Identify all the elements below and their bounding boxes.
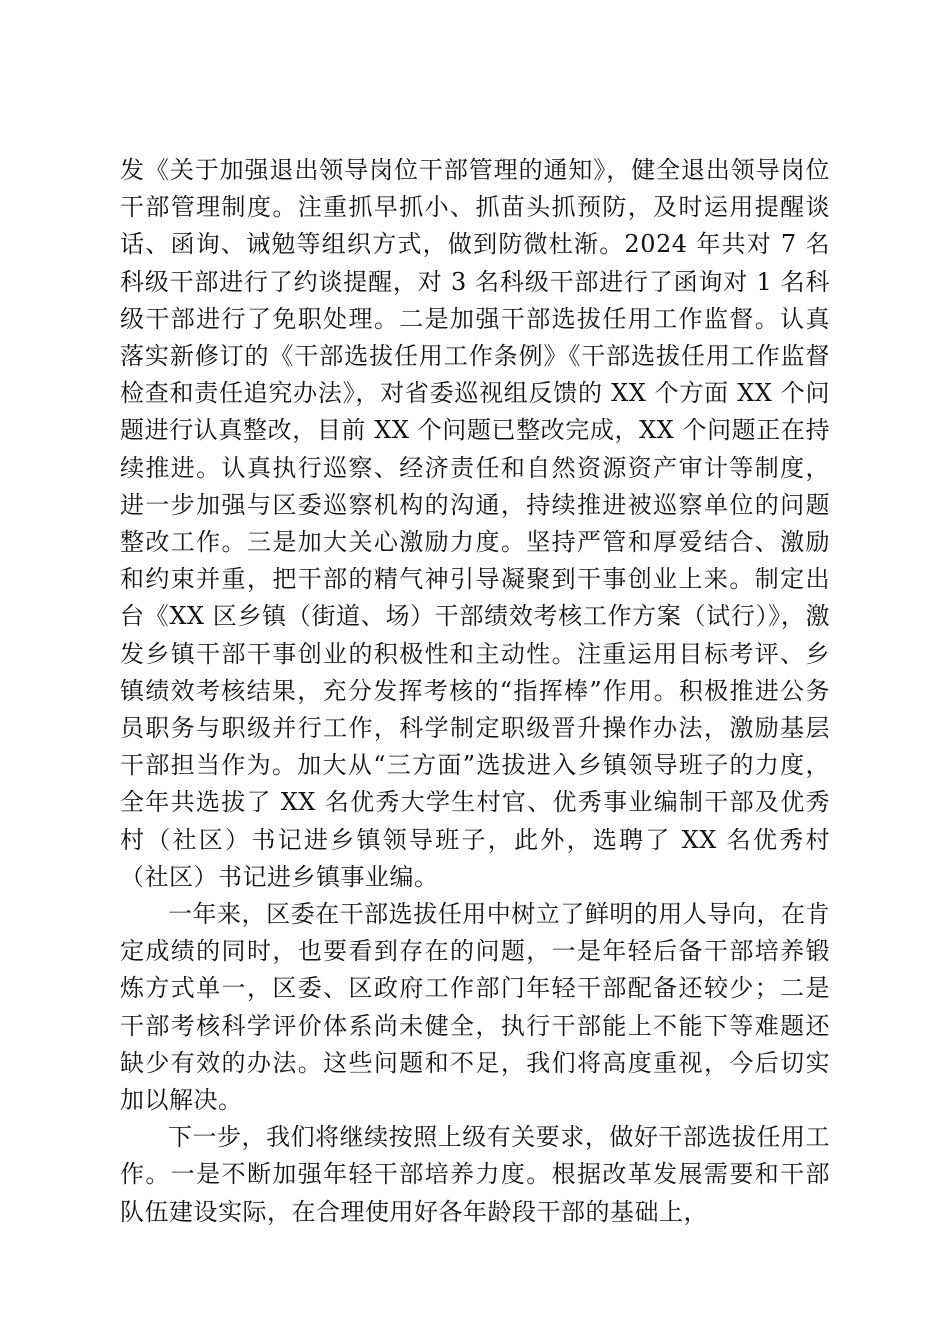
paragraph-next-steps: 下一步，我们将继续按照上级有关要求，做好干部选拔任用工作。一是不断加强年轻干部培养力度。根据改革发展需要和干部队伍建设实际，在合理使用好各年龄段干部的基础上， — [120, 1123, 830, 1226]
paragraph-continued: 发《关于加强退出领导岗位干部管理的通知》，健全退出领导岗位干部管理制度。注重抓早抓小、抓苗头抓预防，及时运用提醒谈话、函询、诫勉等组织方式，做到防微杜渐。2024 年共对 7 名科级干部进行了约谈提醒，对 3 名科级干部进行了函询对 1 名科级干部进行了免职处理。二是加强干部选拔任用工作监督。认真落实新修订的《干部选拔任用工作条例》《干部选拔任用工作监督检查和责任追究办法》，对省委巡视组反馈的 XX 个方面 XX 个问题进行认真整改，目前 XX 个问题已整改完成，XX 个问题正在持续推进。认真执行巡察、经济责任和自然资源资产审计等制度，进一步加强与区委巡察机构的沟通，持续推进被巡察单位的问题整改工作。三是加大关心激励力度。坚持严管和厚爱结合、激励和约束并重，把干部的精气神引导凝聚到干事创业上来。制定出台《XX 区乡镇（街道、场）干部绩效考核工作方案（试行）》，激发乡镇干部干事创业的积极性和主动性。注重运用目标考评、乡镇绩效考核结果，充分发挥考核的“指挥棒”作用。积极推进公务员职务与职级并行工作，科学制定职级晋升操作办法，激励基层干部担当作为。加大从“三方面”选拔进入乡镇领导班子的力度，全年共选拔了 XX 名优秀大学生村官、优秀事业编制干部及优秀村（社区）书记进乡镇领导班子，此外，选聘了 XX 名优秀村（社区）书记进乡镇事业编。 — [120, 156, 830, 891]
paragraph-summary: 一年来，区委在干部选拔任用中树立了鲜明的用人导向，在肯定成绩的同时，也要看到存在的问题，一是年轻后备干部培养锻炼方式单一，区委、区政府工作部门年轻干部配备还较少；二是干部考核科学评价体系尚未健全，执行干部能上不能下等难题还缺少有效的办法。这些问题和不足，我们将高度重视，今后切实加以解决。 — [120, 900, 830, 1115]
document-body — [120, 152, 830, 1231]
